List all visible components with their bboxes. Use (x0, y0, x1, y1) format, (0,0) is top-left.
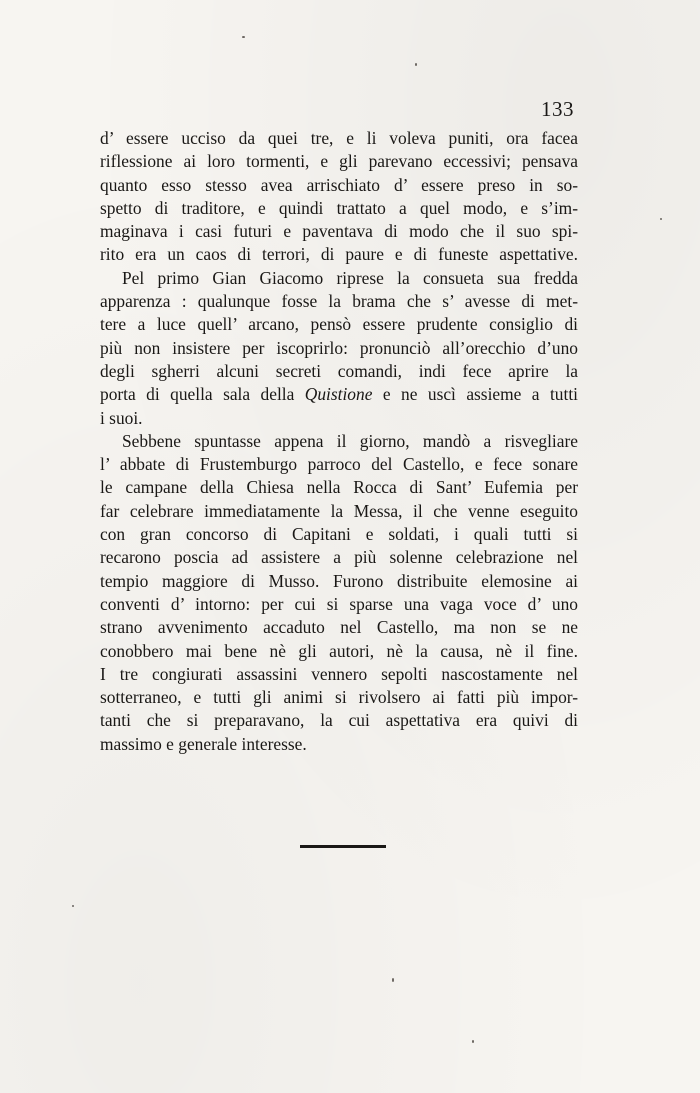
text-line: Sebbene spuntasse appena il giorno, mandò a risvegliare (122, 430, 578, 451)
text-line: apparenza : qualunque fosse la brama che s’ avesse di met- (100, 291, 578, 312)
text-line: riflessione ai loro tormenti, e gli parevano eccessivi; pensava (100, 151, 578, 172)
print-speck (242, 36, 245, 38)
text-line: far celebrare immediatamente la Messa, il che venne eseguito (100, 500, 578, 521)
text-line: sotterraneo, e tutti gli animi si rivolsero ai fatti più impor- (100, 687, 578, 708)
text-line: tanti che si preparavano, la cui aspettativa era quivi di (100, 710, 578, 731)
paragraph-1 (100, 127, 578, 267)
text-line: Pel primo Gian Giacomo riprese la consueta sua fredda (122, 267, 578, 288)
text-line: maginava i casi futuri e paventava di modo che il suo spi- (100, 221, 578, 242)
print-speck (472, 1040, 474, 1043)
print-speck (72, 905, 74, 907)
print-speck (415, 63, 417, 66)
text-line: conobbero mai bene nè gli autori, nè la causa, nè il fine. (100, 640, 578, 661)
text-line: recarono poscia ad assistere a più solenne celebrazione nel (100, 547, 578, 568)
text-line: massimo e generale interesse. (100, 733, 307, 754)
text-line: tempio maggiore di Musso. Furono distribuite elemosine ai (100, 570, 578, 591)
text-line: strano avvenimento accaduto nel Castello, ma non se ne (100, 617, 578, 638)
text-line: I tre congiurati assassini vennero sepolti nascostamente nel (100, 663, 578, 684)
text-line: i suoi. (100, 407, 143, 428)
text-line: più non insistere per iscoprirlo: pronunciò all’orecchio d’uno (100, 337, 578, 358)
end-rule (300, 845, 386, 848)
page-number: 133 (541, 97, 574, 121)
body-text (100, 127, 578, 756)
text-line: rito era un caos di terrori, di paure e di funeste aspettative. (100, 244, 578, 265)
text-line: conventi d’ intorno: per cui si sparse una vaga voce d’ uno (100, 593, 578, 614)
text-line: con gran concorso di Capitani e soldati, i quali tutti si (100, 524, 578, 545)
paragraph-2 (100, 267, 578, 430)
text-line: degli sgherri alcuni secreti comandi, indi fece aprire la (100, 360, 578, 381)
text-line: spetto di traditore, e quindi trattato a quel modo, e s’im- (100, 197, 578, 218)
text-line: porta di quella sala della Quistione e ne uscì assieme a tutti (100, 384, 578, 405)
text-line: tere a luce quell’ arcano, pensò essere prudente consiglio di (100, 314, 578, 335)
text-line: d’ essere ucciso da quei tre, e li voleva puniti, ora facea (100, 128, 578, 148)
print-speck (392, 978, 394, 982)
print-speck (660, 218, 662, 220)
paragraph-3 (100, 430, 578, 756)
text-line: l’ abbate di Frustemburgo parroco del Castello, e fece sonare (100, 454, 578, 475)
text-line: quanto esso stesso avea arrischiato d’ essere preso in so- (100, 174, 578, 195)
text-line: le campane della Chiesa nella Rocca di Sant’ Eufemia per (100, 477, 578, 498)
italic-word: Quistione (304, 384, 373, 405)
